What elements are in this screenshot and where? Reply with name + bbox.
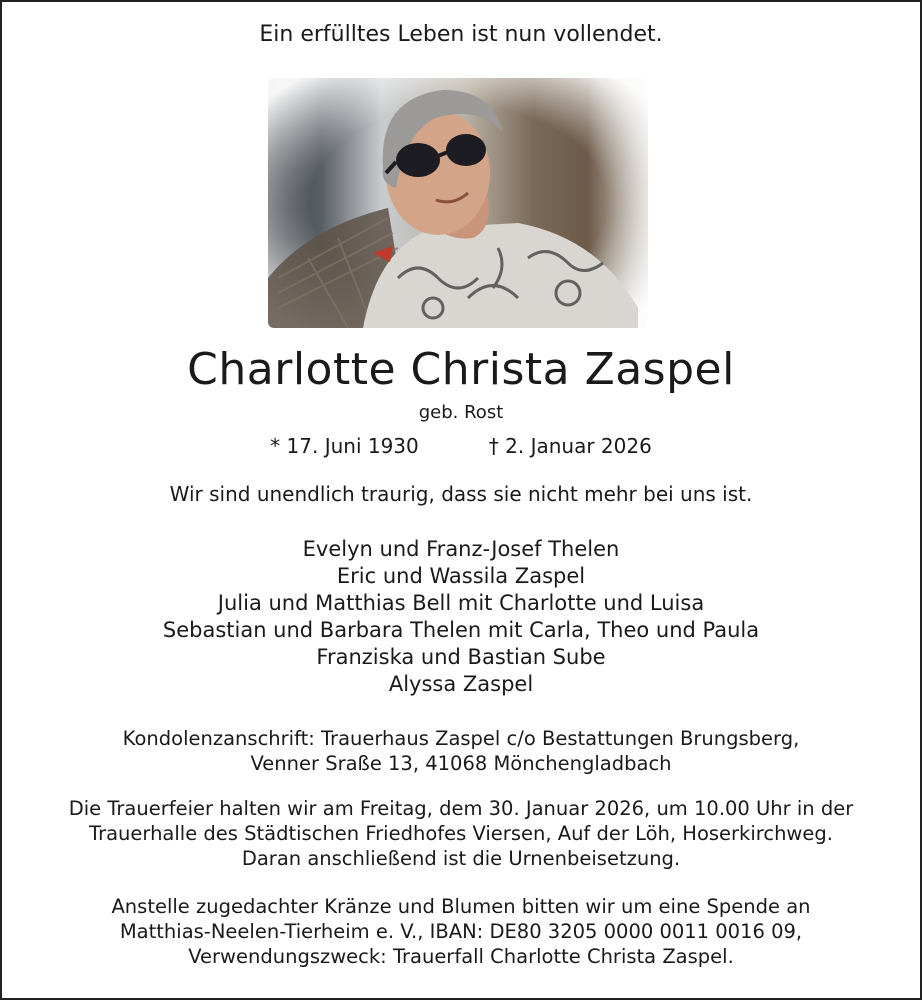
maiden-name: geb. Rost bbox=[418, 402, 504, 423]
donation-info bbox=[2, 894, 920, 969]
funeral-line: Daran anschließend ist die Urnenbeisetzung. bbox=[241, 847, 681, 870]
death-date: † 2. Januar 2026 bbox=[488, 434, 652, 458]
family-member: Franziska und Bastian Sube bbox=[316, 645, 606, 669]
family-member: Alyssa Zaspel bbox=[388, 672, 534, 696]
family-list bbox=[2, 536, 920, 698]
family-member: Evelyn und Franz-Josef Thelen bbox=[302, 537, 620, 561]
funeral-line: Trauerhalle des Städtischen Friedhofes Viersen, Auf der Löh, Hoserkirchweg. bbox=[89, 822, 833, 845]
portrait-photo bbox=[268, 78, 648, 328]
funeral-info bbox=[2, 796, 920, 871]
birth-date: * 17. Juni 1930 bbox=[270, 434, 419, 458]
family-member: Julia und Matthias Bell mit Charlotte und Luisa bbox=[217, 591, 705, 615]
donation-line: Anstelle zugedachter Kränze und Blumen bitten wir um eine Spende an bbox=[111, 895, 811, 918]
funeral-line: Die Trauerfeier halten wir am Freitag, dem 30. Januar 2026, um 10.00 Uhr in der bbox=[68, 797, 854, 820]
family-member: Eric und Wassila Zaspel bbox=[336, 564, 586, 588]
address-line: Venner Sraße 13, 41068 Mönchengladbach bbox=[250, 752, 672, 775]
family-member: Sebastian und Barbara Thelen mit Carla, Theo und Paula bbox=[162, 618, 760, 642]
motto-text: Ein erfülltes Leben ist nun vollendet. bbox=[259, 22, 663, 47]
condolence-address bbox=[2, 726, 920, 776]
sentiment-text: Wir sind unendlich traurig, dass sie nicht mehr bei uns ist. bbox=[169, 482, 753, 506]
portrait-illustration bbox=[268, 78, 648, 328]
donation-line: Matthias-Neelen-Tierheim e. V., IBAN: DE80 3205 0000 0011 0016 09, bbox=[119, 920, 803, 943]
life-dates bbox=[2, 434, 920, 458]
donation-line: Verwendungszweck: Trauerfall Charlotte Christa Zaspel. bbox=[188, 945, 734, 968]
deceased-name: Charlotte Christa Zaspel bbox=[187, 344, 735, 395]
address-line: Kondolenzanschrift: Trauerhaus Zaspel c/o Bestattungen Brungsberg, bbox=[122, 727, 800, 750]
